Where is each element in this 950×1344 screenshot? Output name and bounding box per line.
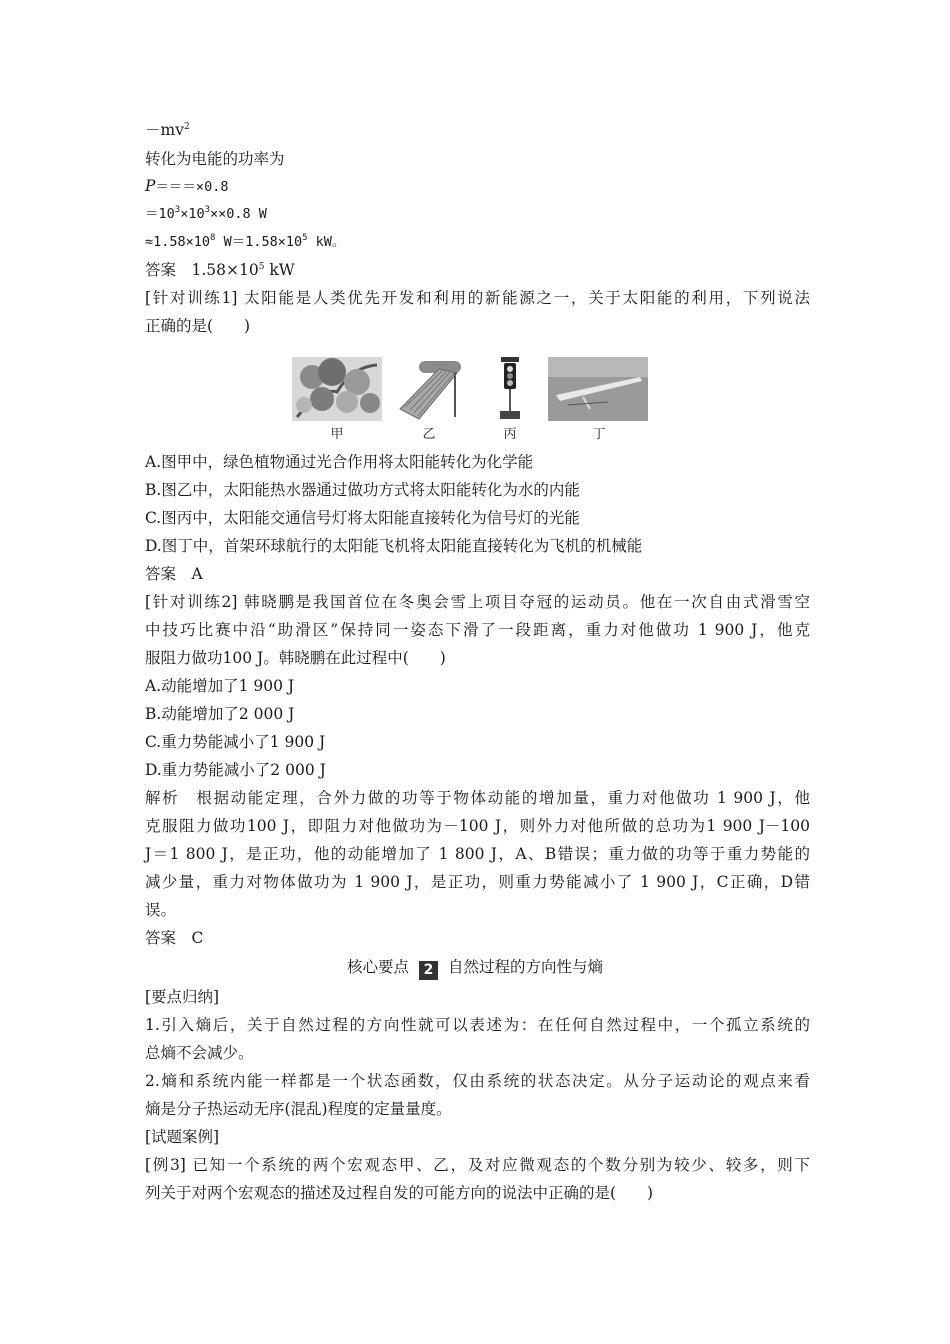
- question-text: [针对训练2] 韩晓鹏是我国首位在冬奥会雪上项目夺冠的运动员。他在一次自由式滑雪空: [145, 593, 810, 611]
- question-text: 中技巧比赛中沿“助滑区”保持同一姿态下滑了一段距离，重力对他做功 1 900 J，他克: [145, 621, 810, 639]
- example-text: [例3] 已知一个系统的两个宏观态甲、乙，及对应微观态的个数分别为较少、较多，则下: [145, 1156, 810, 1174]
- subsection-label: [试题案例]: [145, 1128, 220, 1146]
- section-number-badge: 2: [419, 961, 438, 980]
- answer-line: 答案 A: [145, 565, 203, 583]
- formula-line: $=10^3\times 10^3\times\times 0.8$ W: [145, 205, 267, 222]
- analysis-text: 克服阻力做功100 J，即阻力对他做功为－100 J，则外力对他所做的总功为1 900 J－100: [145, 817, 810, 835]
- section-heading: 核心要点 2 自然过程的方向性与熵: [346, 958, 604, 978]
- example-text: 列关于对两个宏观态的描述及过程自发的可能方向的说法中正确的是( ): [145, 1184, 654, 1202]
- answer-line: 答案 $1.58\times 10^5$ kW: [145, 261, 295, 279]
- formula-line: $-mv^2$: [145, 121, 190, 139]
- formula-line: P＝＝＝×0.8: [145, 177, 229, 195]
- question-text: 服阻力做功100 J。韩晓鹏在此过程中( ): [145, 649, 446, 667]
- subsection-label: [要点归纳]: [145, 988, 220, 1006]
- solar-heater-photo: [397, 357, 462, 421]
- solar-plane-photo: [548, 357, 648, 421]
- point-text: 1.引入熵后，关于自然过程的方向性就可以表述为：在任何自然过程中，一个孤立系统的: [145, 1016, 810, 1034]
- figure-row: [292, 357, 652, 447]
- figure-caption: 乙: [422, 427, 436, 442]
- analysis-text: J＝1 800 J，是正功，他的动能增加了 1 800 J，A、B错误；重力做的功等于重力势能的: [145, 845, 810, 863]
- option-a: A.动能增加了1 900 J: [145, 677, 295, 695]
- figure-caption: 丁: [592, 427, 606, 442]
- traffic-light-photo: [495, 357, 525, 421]
- question-text: [针对训练1] 太阳能是人类优先开发和利用的新能源之一，关于太阳能的利用，下列说法: [145, 289, 810, 307]
- option-c: C.重力势能减小了1 900 J: [145, 733, 326, 751]
- formula-line: $\approx 1.58\times 10^8$ $W=1.58\times 10^5$ kW。: [145, 233, 346, 250]
- answer-line: 答案 C: [145, 929, 204, 947]
- text-line: 转化为电能的功率为: [145, 150, 285, 168]
- figure-caption: 丙: [503, 427, 517, 442]
- point-text: 2.熵和系统内能一样都是一个状态函数，仅由系统的状态决定。从分子运动论的观点来看: [145, 1072, 810, 1090]
- analysis-text: 解析 根据动能定理，合外力做的功等于物体动能的增加量，重力对他做功 1 900 J，他: [145, 789, 810, 807]
- option-a: A.图甲中，绿色植物通过光合作用将太阳能转化为化学能: [145, 453, 534, 471]
- option-c: C.图丙中，太阳能交通信号灯将太阳能直接转化为信号灯的光能: [145, 509, 580, 527]
- figure-caption: 甲: [330, 427, 344, 442]
- analysis-text: 减少量，重力对物体做功为 1 900 J，是正功，则重力势能减小了 1 900 J，C正确，D错: [145, 873, 810, 891]
- plant-photo: [292, 357, 382, 421]
- option-d: D.重力势能减小了2 000 J: [145, 761, 326, 779]
- point-text: 总熵不会减少。: [145, 1044, 254, 1062]
- option-d: D.图丁中，首架环球航行的太阳能飞机将太阳能直接转化为飞机的机械能: [145, 537, 643, 555]
- option-b: B.动能增加了2 000 J: [145, 705, 295, 723]
- point-text: 熵是分子热运动无序(混乱)程度的定量量度。: [145, 1100, 452, 1118]
- analysis-text: 误。: [145, 901, 177, 919]
- option-b: B.图乙中，太阳能热水器通过做功方式将太阳能转化为水的内能: [145, 481, 580, 499]
- question-text: 正确的是( ): [145, 317, 251, 335]
